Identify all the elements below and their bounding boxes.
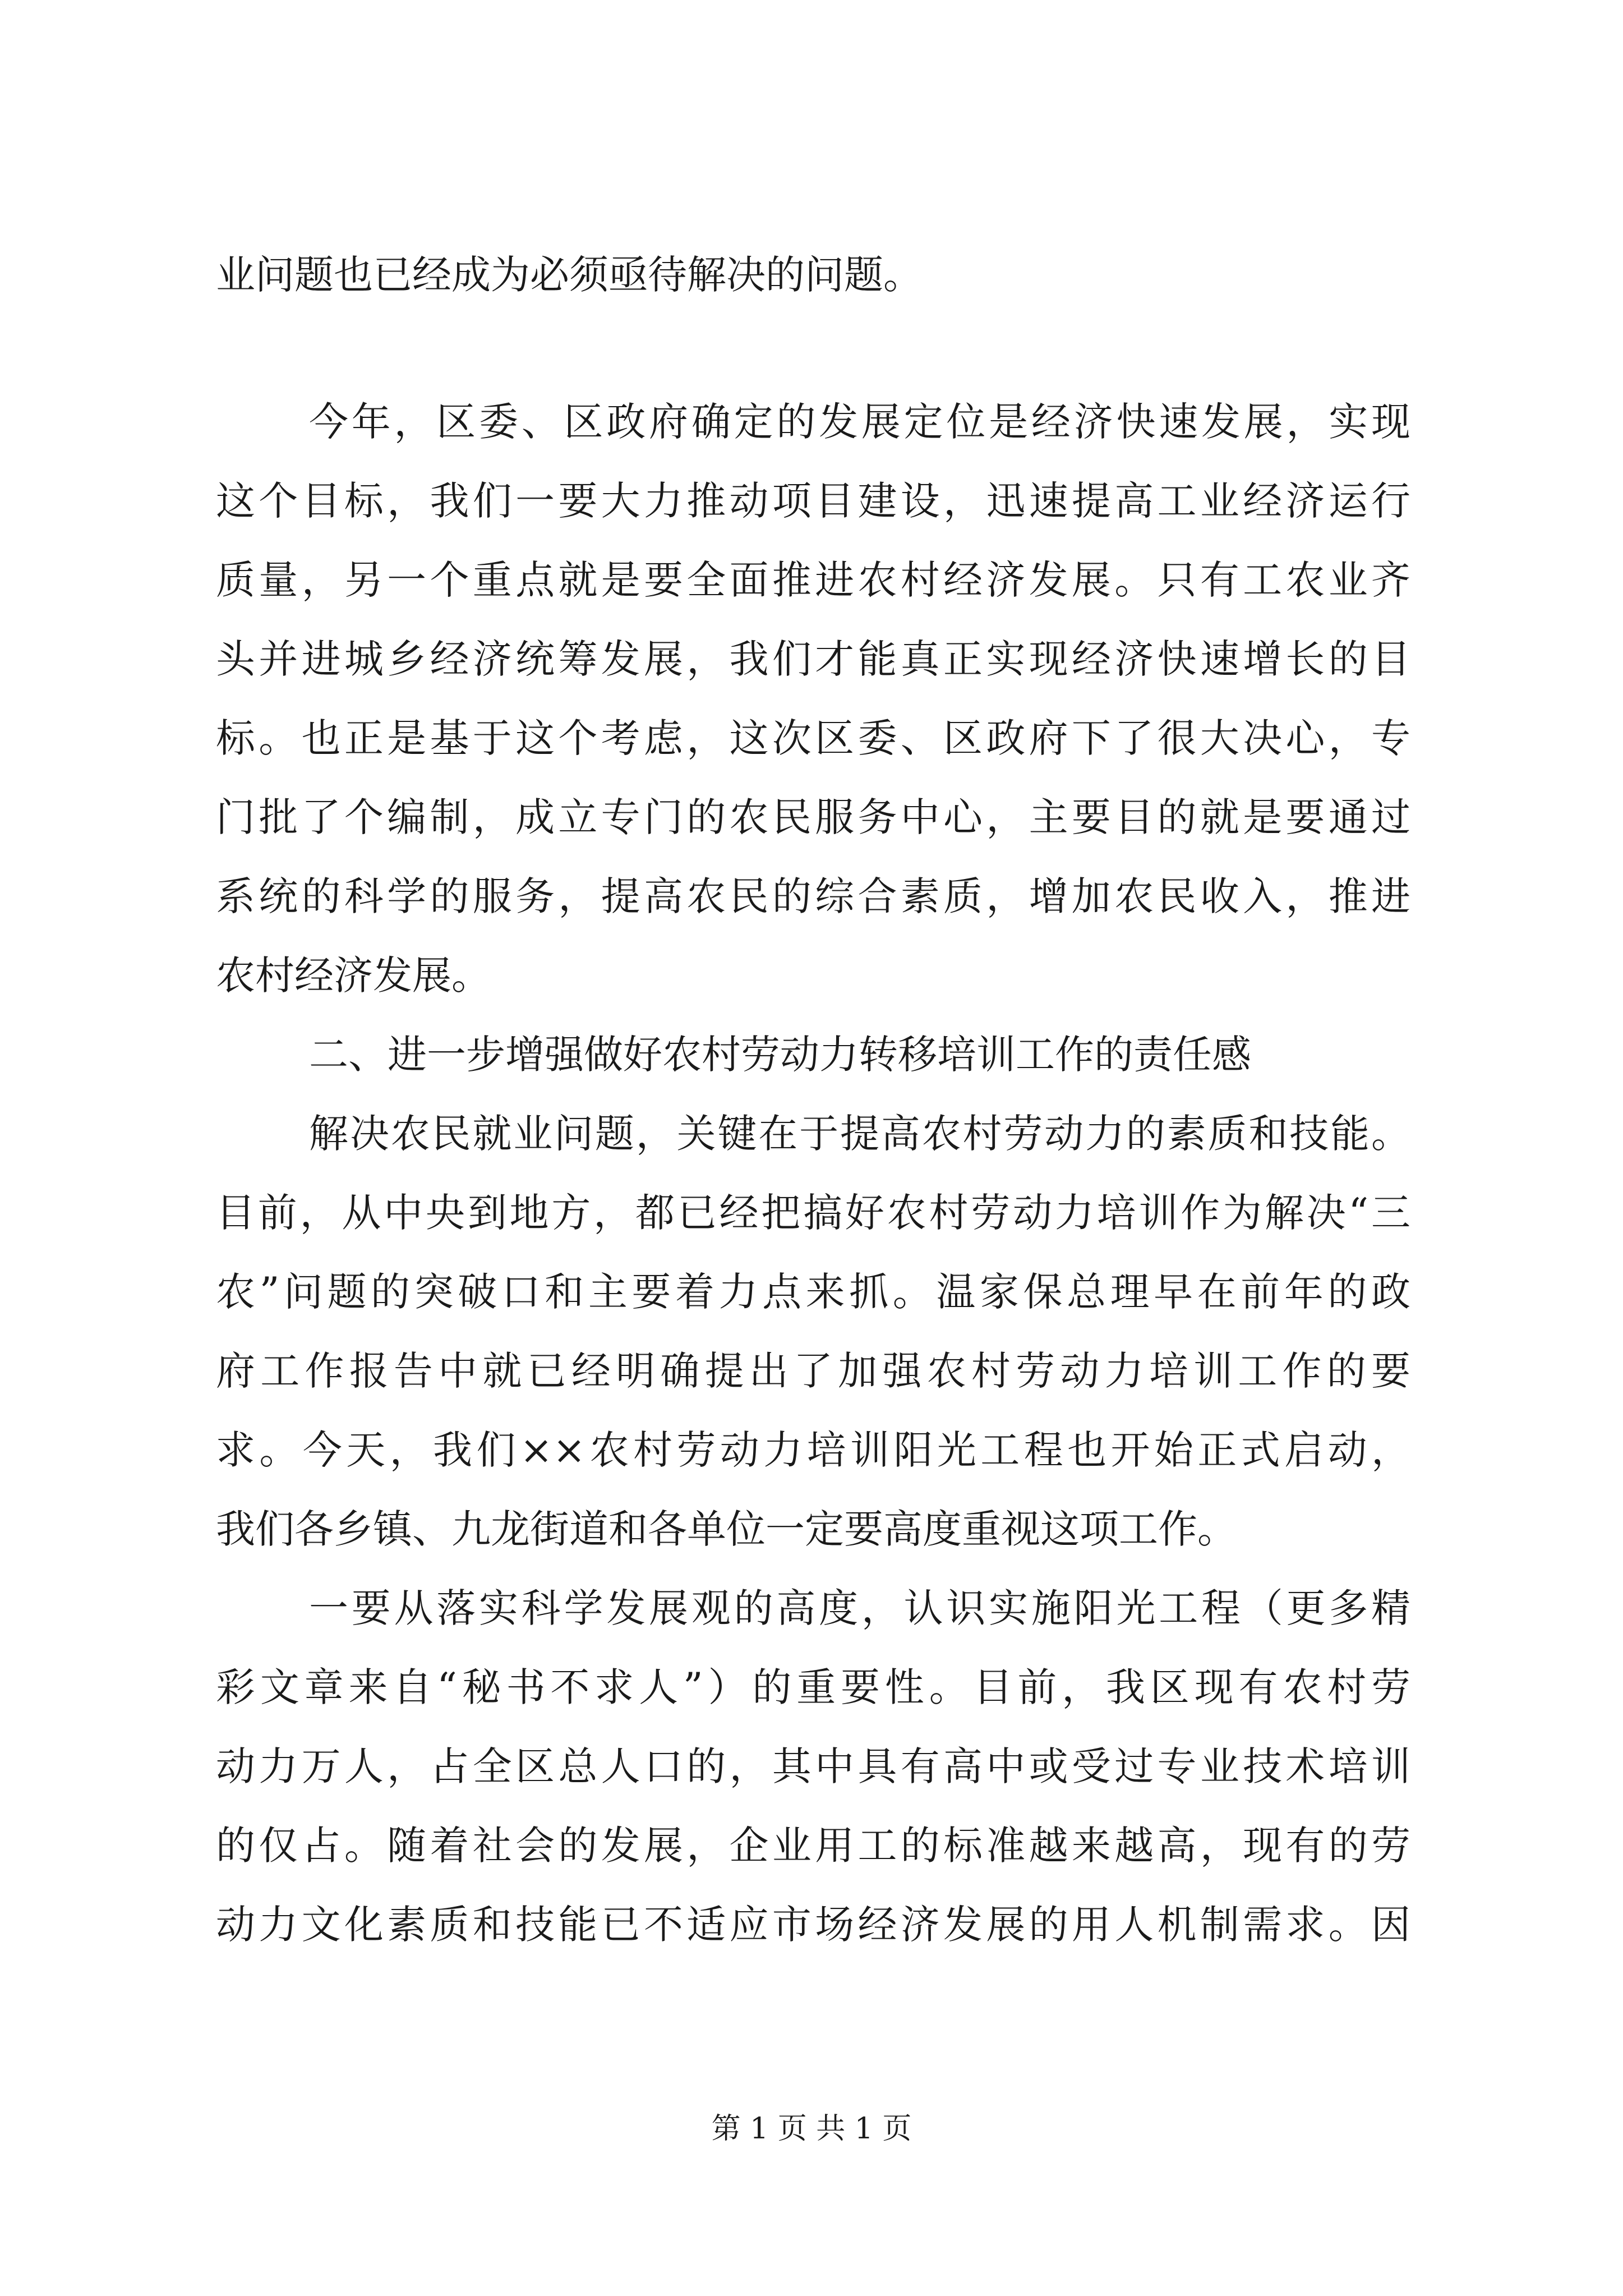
body-line: 标。也正是基于这个考虑，这次区委、区政府下了很大决心，专 [216,715,1410,761]
body-line: 目前，从中央到地方，都已经把搞好农村劳动力培训作为解决“三 [216,1190,1410,1236]
body-line: 府工作报告中就已经明确提出了加强农村劳动力培训工作的要 [216,1348,1410,1394]
body-line: 动力万人，占全区总人口的，其中具有高中或受过专业技术培训 [216,1743,1410,1789]
body-line: 的仅占。随着社会的发展，企业用工的标准越来越高，现有的劳 [216,1823,1410,1869]
body-line: 动力文化素质和技能已不适应市场经济发展的用人机制需求。因 [216,1902,1410,1948]
body-line: 农”问题的突破口和主要着力点来抓。温家保总理早在前年的政 [216,1269,1410,1315]
body-line: 系统的科学的服务，提高农民的综合素质，增加农民收入，推进 [216,873,1410,919]
body-line: 求。今天，我们××农村劳动力培训阳光工程也开始正式启动， [216,1427,1410,1473]
body-line: 这个目标，我们一要大力推动项目建设，迅速提高工业经济运行 [216,478,1410,524]
body-line: 头并进城乡经济统筹发展，我们才能真正实现经济快速增长的目 [216,636,1410,682]
body-line: 质量，另一个重点就是要全面推进农村经济发展。只有工农业齐 [216,557,1410,603]
body-line: 农村经济发展。 [216,953,491,999]
body-line: 一要从落实科学发展观的高度，认识实施阳光工程（更多精 [309,1585,1410,1631]
body-line: 彩文章来自“秘书不求人”）的重要性。目前，我区现有农村劳 [216,1664,1410,1710]
page-footer: 第 1 页 共 1 页 [711,2112,912,2146]
body-line: 我们各乡镇、九龙街道和各单位一定要高度重视这项工作。 [216,1506,1237,1552]
body-line: 门批了个编制，成立专门的农民服务中心，主要目的就是要通过 [216,794,1410,840]
body-line: 今年，区委、区政府确定的发展定位是经济快速发展，实现 [309,399,1410,445]
section-heading: 二、进一步增强做好农村劳动力转移培训工作的责任感 [309,1032,1251,1078]
body-line: 业问题也已经成为必须亟待解决的问题。 [216,252,923,298]
body-line: 解决农民就业问题，关键在于提高农村劳动力的素质和技能。 [309,1111,1410,1157]
